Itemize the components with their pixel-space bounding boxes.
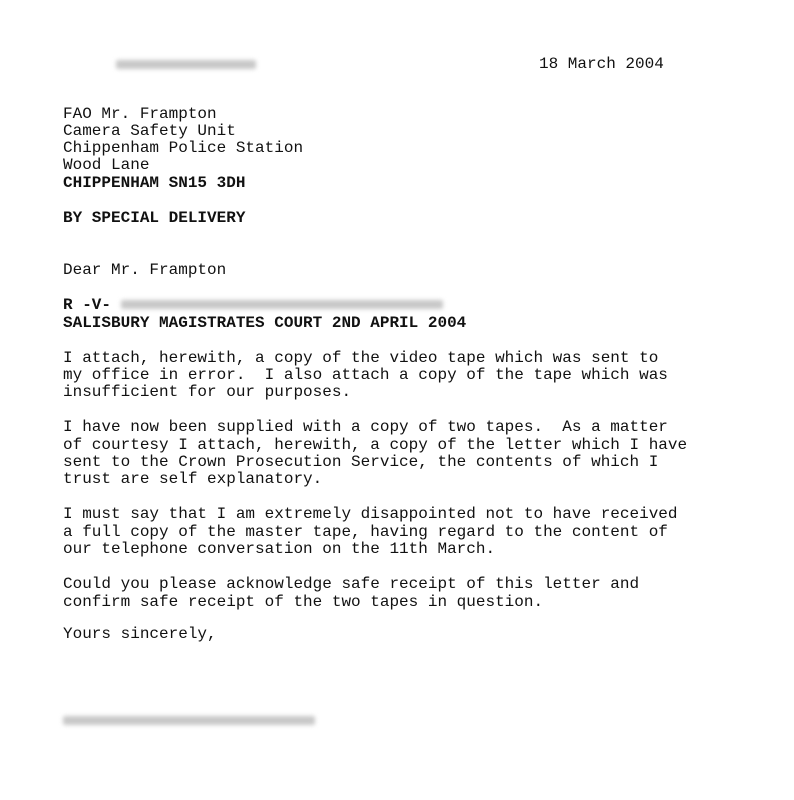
- case-prefix: R -V-: [63, 296, 112, 314]
- case-title: [63, 297, 443, 314]
- paragraph-2-line: I have now been supplied with a copy of two tapes. As a matter: [63, 418, 668, 436]
- address-line: FAO Mr. Frampton: [63, 105, 217, 123]
- salutation: Dear Mr. Frampton: [63, 261, 227, 279]
- paragraph-1-line: insufficient for our purposes.: [63, 383, 352, 401]
- address-line: Wood Lane: [63, 156, 150, 174]
- case-court: SALISBURY MAGISTRATES COURT 2ND APRIL 2004: [63, 314, 467, 332]
- paragraph-4-line: Could you please acknowledge safe receipt of this letter and: [63, 575, 640, 593]
- redacted-reference: [116, 57, 256, 71]
- redacted-signature: [63, 713, 315, 727]
- paragraph-3-line: a full copy of the master tape, having regard to the content of: [63, 523, 668, 541]
- paragraph-1-line: my office in error. I also attach a copy of the tape which was: [63, 366, 668, 384]
- delivery-method: BY SPECIAL DELIVERY: [63, 209, 246, 227]
- paragraph-2-line: trust are self explanatory.: [63, 470, 323, 488]
- closing: Yours sincerely,: [63, 625, 217, 643]
- paragraph-3-line: I must say that I am extremely disappointed not to have received: [63, 505, 678, 523]
- paragraph-2-line: of courtesy I attach, herewith, a copy of the letter which I have: [63, 436, 688, 454]
- paragraph-2-line: sent to the Crown Prosecution Service, the contents of which I: [63, 453, 659, 471]
- redaction-block: [116, 60, 256, 69]
- redaction-block: [63, 716, 315, 725]
- address-line: Chippenham Police Station: [63, 139, 304, 157]
- paragraph-3-line: our telephone conversation on the 11th March.: [63, 540, 496, 558]
- paragraph-4-line: confirm safe receipt of the two tapes in question.: [63, 593, 544, 611]
- address-postcode: CHIPPENHAM SN15 3DH: [63, 174, 246, 192]
- address-line: Camera Safety Unit: [63, 122, 236, 140]
- paragraph-1-line: I attach, herewith, a copy of the video tape which was sent to: [63, 349, 659, 367]
- letter-date: 18 March 2004: [539, 55, 664, 73]
- redacted-defendant-name: [121, 300, 443, 309]
